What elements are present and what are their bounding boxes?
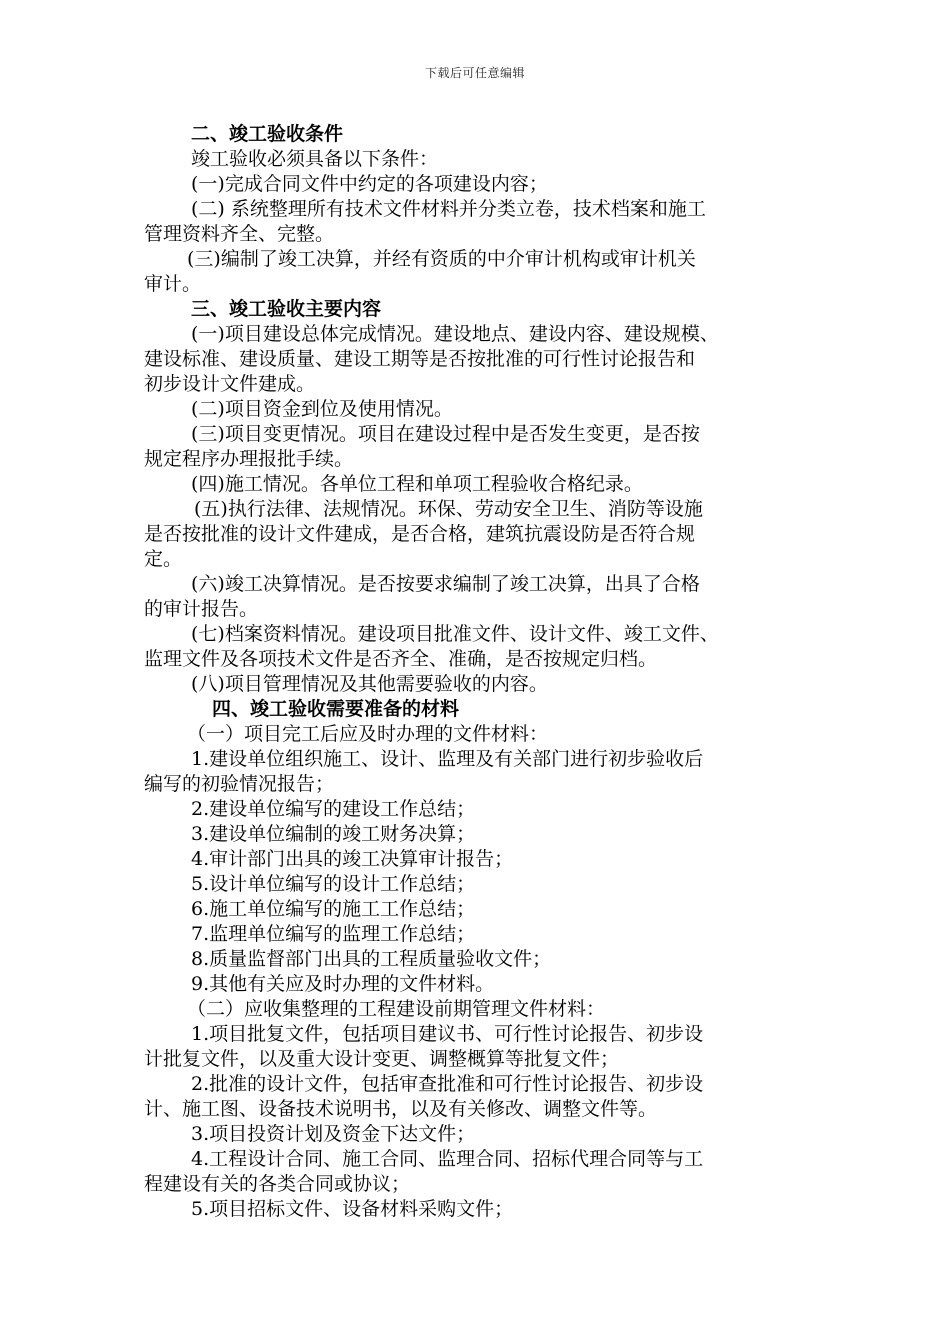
paragraph-line: 5.项目招标文件、设备材料采购文件； xyxy=(191,1198,514,1220)
paragraph-line: (二)项目资金到位及使用情况。 xyxy=(191,398,453,420)
paragraph-line: 初步设计文件建成。 xyxy=(144,373,316,395)
paragraph-line: 9.其他有关应及时办理的文件材料。 xyxy=(191,973,495,995)
paragraph-line: 编写的初验情况报告； xyxy=(144,773,335,795)
paragraph-line: (一)完成合同文件中约定的各项建设内容； xyxy=(191,173,548,195)
paragraph-line: 1.建设单位组织施工、设计、监理及有关部门进行初步验收后 xyxy=(191,748,704,770)
paragraph-line: 建设标准、建设质量、建设工期等是否按批准的可行性讨论报告和 xyxy=(144,348,696,370)
paragraph-line: 计、施工图、设备技术说明书，以及有关修改、调整文件等。 xyxy=(144,1098,658,1120)
paragraph-line: 7.监理单位编写的监理工作总结； xyxy=(191,923,476,945)
paragraph-line: 程建设有关的各类合同或协议； xyxy=(144,1173,411,1195)
paragraph-line: (八)项目管理情况及其他需要验收的内容。 xyxy=(191,673,548,695)
paragraph-line: 管理资料齐全、完整。 xyxy=(144,223,335,245)
paragraph-line: 竣工验收必须具备以下条件： xyxy=(191,148,439,170)
paragraph-line: 3.项目投资计划及资金下达文件； xyxy=(191,1123,476,1145)
paragraph-line: 的审计报告。 xyxy=(144,598,259,620)
page-header: 下载后可任意编辑 xyxy=(424,66,525,80)
paragraph-line: (六)竣工决算情况。是否按要求编制了竣工决算，出具了合格 xyxy=(191,573,700,595)
section-heading: 二、竣工验收条件 xyxy=(191,123,344,145)
section-heading: 三、竣工验收主要内容 xyxy=(191,298,382,320)
document-body xyxy=(144,122,804,1222)
paragraph-line: （二）应收集整理的工程建设前期管理文件材料： xyxy=(187,998,606,1020)
paragraph-line: (三)编制了竣工决算，并经有资质的中介审计机构或审计机关 xyxy=(187,248,696,270)
paragraph-line: (二) 系统整理所有技术文件材料并分类立卷，技术档案和施工 xyxy=(191,198,706,220)
paragraph-line: (四)施工情况。各单位工程和单项工程验收合格纪录。 xyxy=(191,473,643,495)
paragraph-line: 2.批准的设计文件，包括审查批准和可行性讨论报告、初步设 xyxy=(191,1073,704,1095)
paragraph-line: 定。 xyxy=(144,548,183,570)
paragraph-line: (三)项目变更情况。项目在建设过程中是否发生变更，是否按 xyxy=(191,423,700,445)
paragraph-line: 3.建设单位编制的竣工财务决算； xyxy=(191,823,476,845)
paragraph-line: (五)执行法律、法规情况。环保、劳动安全卫生、消防等设施 xyxy=(194,498,703,520)
paragraph-line: (一)项目建设总体完成情况。建设地点、建设内容、建设规模、 xyxy=(191,323,719,345)
paragraph-line: 4.工程设计合同、施工合同、监理合同、招标代理合同等与工 xyxy=(191,1148,704,1170)
paragraph-line: 5.设计单位编写的设计工作总结； xyxy=(191,873,476,895)
paragraph-line: 2.建设单位编写的建设工作总结； xyxy=(191,798,476,820)
paragraph-line: 计批复文件，以及重大设计变更、调整概算等批复文件； xyxy=(144,1048,620,1070)
paragraph-line: 是否按批准的设计文件建成，是否合格，建筑抗震设防是否符合规 xyxy=(144,523,696,545)
paragraph-line: 审计。 xyxy=(144,273,202,295)
paragraph-line: 8.质量监督部门出具的工程质量验收文件； xyxy=(191,948,552,970)
paragraph-line: (七)档案资料情况。建设项目批准文件、设计文件、竣工文件、 xyxy=(191,623,719,645)
paragraph-line: （一）项目完工后应及时办理的文件材料： xyxy=(187,723,549,745)
paragraph-line: 监理文件及各项技术文件是否齐全、准确，是否按规定归档。 xyxy=(144,648,658,670)
paragraph-line: 1.项目批复文件，包括项目建议书、可行性讨论报告、初步设 xyxy=(191,1023,704,1045)
paragraph-line: 4.审计部门出具的竣工决算审计报告； xyxy=(191,848,514,870)
paragraph-line: 6.施工单位编写的施工工作总结； xyxy=(191,898,476,920)
section-heading: 四、竣工验收需要准备的材料 xyxy=(212,698,460,720)
paragraph-line: 规定程序办理报批手续。 xyxy=(144,448,354,470)
